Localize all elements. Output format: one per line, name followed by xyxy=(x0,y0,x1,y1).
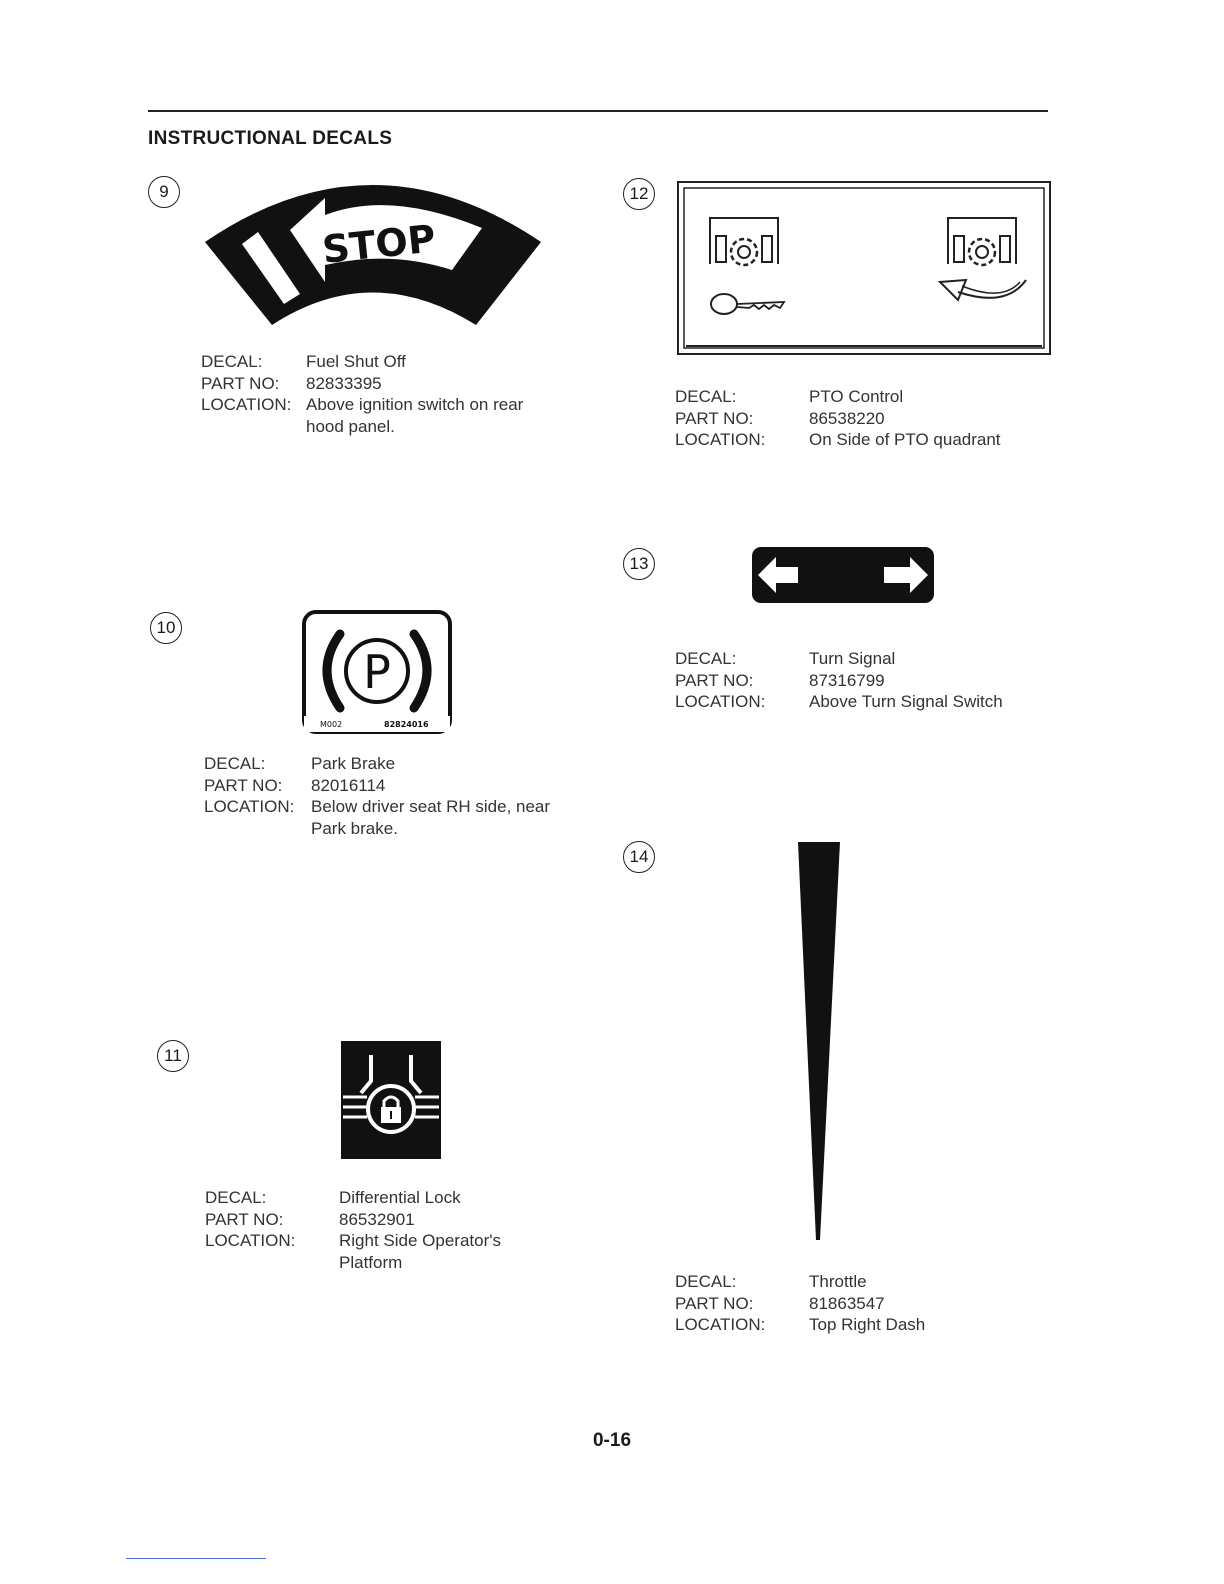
decal-label: DECAL: xyxy=(675,387,737,406)
part-no-value: 81863547 xyxy=(809,1293,885,1313)
part-no-value: 86538220 xyxy=(809,408,885,428)
decal-9-info xyxy=(201,351,551,437)
decal-13-info xyxy=(675,648,1035,713)
decal-name: Park Brake xyxy=(311,754,396,773)
location-value: On Side of PTO quadrant xyxy=(809,430,1001,449)
decal-label: DECAL: xyxy=(201,352,263,371)
fuel-shut-off-decal xyxy=(200,170,545,330)
decal-number-13: 13 xyxy=(623,548,655,580)
park-letter: P xyxy=(363,645,391,699)
decal-number-9: 9 xyxy=(148,176,180,208)
location-label: LOCATION: xyxy=(675,430,766,449)
part-no-value: 82016114 xyxy=(311,775,386,795)
part-no-label: PART NO: xyxy=(675,670,754,690)
part-no-value: 86532901 xyxy=(339,1209,415,1229)
location-value: Below driver seat RH side, near Park brake. xyxy=(311,797,551,838)
decal-number-10: 10 xyxy=(150,612,182,644)
decal-label: DECAL: xyxy=(204,754,266,773)
location-label: LOCATION: xyxy=(675,692,766,711)
decal-label: DECAL: xyxy=(205,1188,267,1207)
decal-12-info xyxy=(675,386,1035,451)
bottom-rule xyxy=(126,1558,266,1559)
turn-signal-decal xyxy=(752,547,934,603)
part-no-label: PART NO: xyxy=(204,775,283,795)
location-label: LOCATION: xyxy=(675,1315,766,1334)
location-label: LOCATION: xyxy=(204,797,295,816)
decal-name: Fuel Shut Off xyxy=(306,352,406,371)
location-value: Top Right Dash xyxy=(809,1315,926,1334)
decal-name: Differential Lock xyxy=(339,1188,461,1207)
decal-code: M002 xyxy=(320,720,343,729)
decal-number-14: 14 xyxy=(623,841,655,873)
pto-control-decal xyxy=(676,180,1052,356)
page-number: 0-16 xyxy=(592,1430,632,1451)
location-value: Right Side Operator's Platform xyxy=(339,1231,501,1272)
decal-code: 82824016 xyxy=(384,720,429,729)
location-label: LOCATION: xyxy=(201,395,292,414)
header-rule xyxy=(148,110,1048,112)
location-value: Above Turn Signal Switch xyxy=(809,692,1003,711)
location-label: LOCATION: xyxy=(205,1231,296,1250)
decal-11-info xyxy=(205,1187,545,1273)
park-brake-decal xyxy=(300,608,455,736)
decal-number-12: 12 xyxy=(623,178,655,210)
part-no-label: PART NO: xyxy=(205,1209,284,1229)
part-no-label: PART NO: xyxy=(675,1293,754,1313)
location-value: Above ignition switch on rear hood panel. xyxy=(306,395,524,436)
section-title: INSTRUCTIONAL DECALS xyxy=(148,128,393,149)
stop-text: STOP xyxy=(320,216,438,272)
decal-10-info xyxy=(204,753,554,839)
differential-lock-decal xyxy=(341,1041,441,1159)
decal-number-11: 11 xyxy=(157,1040,189,1072)
part-no-label: PART NO: xyxy=(201,373,280,393)
decal-name: Throttle xyxy=(809,1272,867,1291)
decal-label: DECAL: xyxy=(675,1272,737,1291)
part-no-value: 87316799 xyxy=(809,670,885,690)
decal-name: Turn Signal xyxy=(809,649,896,668)
part-no-label: PART NO: xyxy=(675,408,754,428)
throttle-decal xyxy=(796,842,842,1242)
decal-label: DECAL: xyxy=(675,649,737,668)
part-no-value: 82833395 xyxy=(306,373,382,393)
decal-14-info xyxy=(675,1271,1035,1336)
decal-name: PTO Control xyxy=(809,387,904,406)
